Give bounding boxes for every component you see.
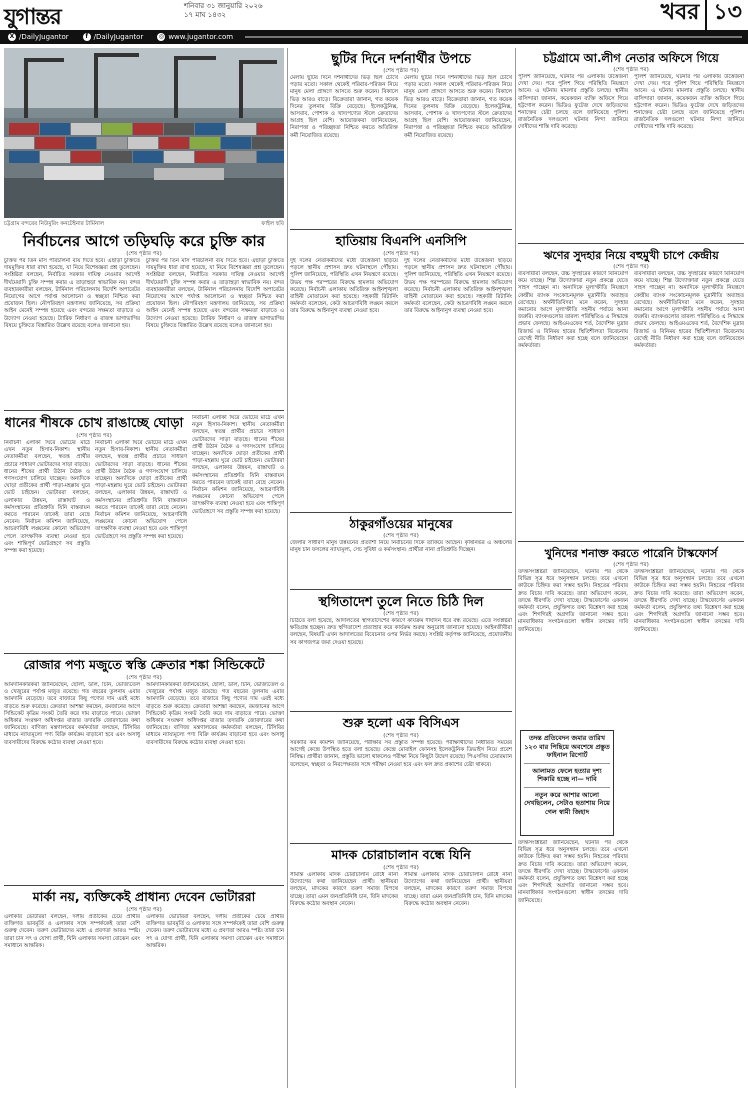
subline-a7: (শেষ পৃষ্ঠার পর) [383,533,419,539]
subline-a1: (শেষ পৃষ্ঠার পর) [126,251,162,257]
subline-a6: (শেষ পৃষ্ঠার পর) [383,251,419,257]
social-facebook[interactable] [83,33,144,41]
teaser-line-2: আলামত ফেলে হত্যার দৃশ্য শিকারি হচ্ছে না— দাবি [532,766,602,783]
body-a2-col2: নির্বাচনী এলাকা ঘিরে ভোটের মাঠে এখন নতুন হিসাব-নিকাশ। স্থানীয় নেতাকর্মীরা বলছেন, স্বতন্ত্র প্রার্থীর প্রচারে সাধারণ ভোটারদের সাড়া বাড়ছে। ধানের শীষের প্রার্থী উঠান বৈঠক ও গণসংযোগ চালিয়ে যাচ্ছেন। অন্যদিকে ঘোড়া প্রতীকের প্রার্থী পাড়া-মহল্লায় ঘুরে ভোট চাইছেন। ভোটাররা বলছেন, এলাকার উন্নয়ন, রাস্তাঘাট ও কর্মসংস্থানের প্রতিশ্রুতি যিনি বাস্তবায়ন করতে পারবেন তাকেই তারা বেছে নেবেন। নির্বাচন কমিশন জানিয়েছে, আচরণবিধি লঙ্ঘনের কোনো অভিযোগ পেলে তাৎক্ষণিক ব্যবস্থা নেওয়া হবে এবং শান্তিপূর্ণ ভোটগ্রহণে সব প্রস্তুতি সম্পন্ন করা হয়েছে। [95,440,187,540]
article-divider [290,589,512,590]
section-header [661,0,742,26]
newspaper-logo: যুগান্তর [4,4,61,30]
teaser-line-1: তদন্ত প্রতিবেদন জমার তারিখ ১২৩ বার পিছিয়ে অবশেষে প্রস্তুত ফাইনাল রিপোর্ট [524,734,610,759]
facebook-icon: f [83,33,91,41]
bar-divider [245,36,742,38]
subline-a5: (শেষ পৃষ্ঠার পর) [383,68,419,74]
article-divider [290,229,512,230]
body-a6-col2: দুই দলের নেতাকর্মীদের মধ্যে উত্তেজনা ছড়িয়ে পড়লে স্থানীয় প্রশাসন দ্রুত ঘটনাস্থলে পৌঁছায়। পুলিশ জানিয়েছে, পরিস্থিতি এখন নিয়ন্ত্রণে রয়েছে। উভয় পক্ষ পরস্পরের বিরুদ্ধে হামলার অভিযোগ করেছে। নির্বাচনী এলাকায় অতিরিক্ত আইনশৃঙ্খলা বাহিনী মোতায়েন করা হয়েছে। সহকারী রিটার্নিং কর্মকর্তা বলেছেন, কেউ আচরণবিধি লঙ্ঘন করলে তার বিরুদ্ধে আইনানুগ ব্যবস্থা নেওয়া হবে। [404,258,512,315]
body-a11-col2: পুলিশ জানিয়েছে, ঘটনার পর এলাকায় উত্তেজনা দেখা দেয়। পরে পুলিশ গিয়ে পরিস্থিতি নিয়ন্ত্রণে আনে। এ ঘটনায় মামলার প্রস্তুতি চলছে। স্থানীয় বাসিন্দারা জানান, কয়েকজন ব্যক্তি অফিসে গিয়ে হট্টগোল করেন। ভিডিও ফুটেজ দেখে জড়িতদের শনাক্তের চেষ্টা চলছে বলে জানিয়েছে পুলিশ। রাজনৈতিক দলগুলো ঘটনার নিন্দা জানিয়ে দোষীদের শাস্তি দাবি করেছে। [634,74,744,131]
headline-a2[interactable]: ধানের শীষকে চোখ রাঙাচ্ছে ঘোড়া [4,416,184,431]
date-gregorian: শনিবার ৩১ জানুয়ারি ২০২৬ [184,2,263,10]
body-a1-col2: চুক্তির পর তিন মাস পরিচালনা ব্যয় দিতে হবে। এছাড়া চুক্তিতে দায়মুক্তির ধারা রাখা হয়েছে, যা নিয়ে বিশেষজ্ঞরা প্রশ্ন তুলেছেন। সংশ্লিষ্টরা বলছেন, নির্বাচিত সরকার দায়িত্ব নেওয়ার আগেই দীর্ঘমেয়াদি চুক্তি সম্পন্ন করার এ তাড়াহুড়া স্বাভাবিক নয়। বন্দর ব্যবহারকারীরা বলছেন, টার্মিনাল পরিচালনায় বিদেশি অপারেটর নিয়োগের আগে পর্যাপ্ত আলোচনা ও স্বচ্ছতা নিশ্চিত করা প্রয়োজন ছিল। নৌপরিবহণ মন্ত্রণালয় জানিয়েছে, সব প্রক্রিয়া আইন মেনেই সম্পন্ন হয়েছে এবং বন্দরের সক্ষমতা বাড়াতে এ উদ্যোগ নেওয়া হয়েছে। ট্যারিফ নির্ধারণ ও রাজস্ব ভাগাভাগির বিষয়ে চুক্তিতে বিস্তারিত উল্লেখ রয়েছে বলেও জানানো হয়। [146,258,284,329]
teaser-separator [524,787,610,788]
social-web[interactable] [157,33,233,41]
headline-a1[interactable]: নির্বাচনের আগে তড়িঘড়ি করে চুক্তি কার [22,232,266,250]
body-a4-col2: এলাকার ভোটাররা বলছেন, দলীয় প্রতীকের চেয়ে প্রার্থীর ব্যক্তিগত ভাবমূর্তি ও এলাকার সঙ্গে সম্পর্ককেই তারা বেশি গুরুত্ব দেবেন। তরুণ ভোটারদের মধ্যে এ প্রবণতা আরও স্পষ্ট। তারা চান সৎ ও যোগ্য প্রার্থী, যিনি এলাকার সমস্যা বোঝেন এবং সমাধানে আন্তরিক। [146,914,284,949]
subline-a8: (শেষ পৃষ্ঠার পর) [383,611,419,617]
social-handle: www.jugantor.com [168,33,234,41]
body-a13-col2: তদন্তসংশ্লিষ্টরা জানিয়েছেন, ঘটনার পর থেকে বিভিন্ন সূত্র ধরে অনুসন্ধান চলছে। তবে এখনো কাউকে চিহ্নিত করা সম্ভব হয়নি। নিহতের পরিবার দ্রুত বিচার দাবি করেছে। তারা অভিযোগ করেন, তদন্তে ধীরগতি দেখা যাচ্ছে। টাস্কফোর্সের একজন কর্মকর্তা বলেন, প্রযুক্তিগত তথ্য বিশ্লেষণ করা হচ্ছে এবং শিগগিরই অগ্রগতি জানানো সম্ভব হবে। মানবাধিকার সংগঠনগুলো স্বাধীন তদন্তের দাবি জানিয়েছে। [634,569,744,633]
headline-a9[interactable]: শুরু হলো এক বিসিএস [342,715,460,730]
headline-a4[interactable]: মার্কা নয়, ব্যক্তিকেই প্রাধান্য দেবেন ভোটাররা [32,889,256,904]
subline-a2: (শেষ পৃষ্ঠার পর) [76,433,112,439]
globe-icon: ◎ [158,33,164,40]
article-divider [518,243,744,244]
photo-caption [4,220,284,229]
teaser-box[interactable] [520,730,614,836]
body-a13-col1: তদন্তসংশ্লিষ্টরা জানিয়েছেন, ঘটনার পর থেকে বিভিন্ন সূত্র ধরে অনুসন্ধান চলছে। তবে এখনো কাউকে চিহ্নিত করা সম্ভব হয়নি। নিহতের পরিবার দ্রুত বিচার দাবি করেছে। তারা অভিযোগ করেন, তদন্তে ধীরগতি দেখা যাচ্ছে। টাস্কফোর্সের একজন কর্মকর্তা বলেন, প্রযুক্তিগত তথ্য বিশ্লেষণ করা হচ্ছে এবং শিগগিরই অগ্রগতি জানানো সম্ভব হবে। মানবাধিকার সংগঠনগুলো স্বাধীন তদন্তের দাবি জানিয়েছে। [518,569,628,633]
social-x[interactable] [8,33,69,41]
headline-a3[interactable]: রোজার পণ্য মজুতে স্বস্তি ক্রেতার শঙ্কা সিন্ডিকেটে [23,657,265,672]
teaser-separator [524,763,610,764]
subline-a4: (শেষ পৃষ্ঠার পর) [126,907,162,913]
date-bengali: ১৭ মাঘ ১৪৩২ [184,11,226,19]
social-bar [0,30,748,44]
headline-a5[interactable]: ছুটির দিনে দর্শনার্থীর উপচে [331,52,471,67]
subline-a13: (শেষ পৃষ্ঠার পর) [613,562,649,568]
port-photo [4,48,284,218]
body-a3-col1: আমদানিকারকরা জানিয়েছেন, ছোলা, ডাল, চিনি, ভোজ্যতেল ও খেজুরের পর্যাপ্ত মজুত রয়েছে। গত বছরের তুলনায় এবার আমদানি বেড়েছে। তবে বাজারে কিছু পণ্যের দাম এরই মধ্যে বাড়তে শুরু করেছে। ক্রেতারা আশঙ্কা করছেন, রমজানের আগে সিন্ডিকেট কৃত্রিম সংকট তৈরি করে দাম বাড়াতে পারে। ভোক্তা অধিকার সংরক্ষণ অধিদপ্তর বাজার তদারকি জোরদারের কথা জানিয়েছে। বাণিজ্য মন্ত্রণালয়ের কর্মকর্তারা বলছেন, টিসিবির মাধ্যমে ন্যায্যমূল্যে পণ্য বিক্রি কার্যক্রম বাড়ানো হবে এবং অসাধু ব্যবসায়ীদের বিরুদ্ধে কঠোর ব্যবস্থা নেওয়া হবে। [4,682,140,746]
body-a9: সরকারি কর্ম কমিশন জানিয়েছে, পরীক্ষার সব প্রস্তুতি সম্পন্ন হয়েছে। পরীক্ষার্থীদের নির্ধারিত সময়ের আগেই কেন্দ্রে উপস্থিত হতে বলা হয়েছে। কেন্দ্রে মোবাইল ফোনসহ ইলেকট্রনিক ডিভাইস নিয়ে প্রবেশ নিষিদ্ধ। প্রার্থীরা জানান, প্রস্তুতি ভালো থাকলেও পরীক্ষা নিয়ে কিছুটা উদ্বেগ রয়েছে। পিএসসির চেয়ারম্যান বলেছেন, স্বচ্ছতা ও নিরপেক্ষতার সঙ্গে পরীক্ষা নেওয়া হবে এবং ফল দ্রুত প্রকাশের চেষ্টা থাকবে। [290,740,512,768]
social-handle: /DailyJugantor [93,33,144,41]
article-divider [4,885,284,886]
body-a3-col2: আমদানিকারকরা জানিয়েছেন, ছোলা, ডাল, চিনি, ভোজ্যতেল ও খেজুরের পর্যাপ্ত মজুত রয়েছে। গত বছরের তুলনায় এবার আমদানি বেড়েছে। তবে বাজারে কিছু পণ্যের দাম এরই মধ্যে বাড়তে শুরু করেছে। ক্রেতারা আশঙ্কা করছেন, রমজানের আগে সিন্ডিকেট কৃত্রিম সংকট তৈরি করে দাম বাড়াতে পারে। ভোক্তা অধিকার সংরক্ষণ অধিদপ্তর বাজার তদারকি জোরদারের কথা জানিয়েছে। বাণিজ্য মন্ত্রণালয়ের কর্মকর্তারা বলছেন, টিসিবির মাধ্যমে ন্যায্যমূল্যে পণ্য বিক্রি কার্যক্রম বাড়ানো হবে এবং অসাধু ব্যবসায়ীদের বিরুদ্ধে কঠোর ব্যবস্থা নেওয়া হবে। [146,682,284,746]
headline-a8[interactable]: স্থগিতাদেশ তুলে নিতে চিঠি দিল [318,595,484,610]
masthead [0,0,748,30]
column-rule [287,48,288,1088]
subline-a9: (শেষ পৃষ্ঠার পর) [383,733,419,739]
article-divider [290,512,512,513]
photo-credit: ফাইল ছবি [261,221,284,227]
subline-a10: (শেষ পৃষ্ঠার পর) [383,865,419,871]
column-rule [515,48,516,1088]
article-divider [290,843,512,844]
headline-a6[interactable]: হাতিয়ায় বিএনপি এনসিপি [335,233,467,248]
headline-a10[interactable]: মাদক চোরাচালান বন্ধে যিনি [331,847,471,862]
article-divider [4,653,284,654]
social-handle: /DailyJugantor [19,33,69,41]
body-a6-col1: দুই দলের নেতাকর্মীদের মধ্যে উত্তেজনা ছড়িয়ে পড়লে স্থানীয় প্রশাসন দ্রুত ঘটনাস্থলে পৌঁছায়। পুলিশ জানিয়েছে, পরিস্থিতি এখন নিয়ন্ত্রণে রয়েছে। উভয় পক্ষ পরস্পরের বিরুদ্ধে হামলার অভিযোগ করেছে। নির্বাচনী এলাকায় অতিরিক্ত আইনশৃঙ্খলা বাহিনী মোতায়েন করা হয়েছে। সহকারী রিটার্নিং কর্মকর্তা বলেছেন, কেউ আচরণবিধি লঙ্ঘন করলে তার বিরুদ্ধে আইনানুগ ব্যবস্থা নেওয়া হবে। [290,258,398,315]
body-a12-col1: ব্যবসায়ীরা বলছেন, উচ্চ সুদহারের কারণে বিনিয়োগ কমে যাচ্ছে। শিল্প উদ্যোক্তারা নতুন প্রকল্পে যেতে সাহস পাচ্ছেন না। অন্যদিকে মূল্যস্ফীতি নিয়ন্ত্রণে কেন্দ্রীয় ব্যাংক সংকোচনমূলক মুদ্রানীতি অব্যাহত রেখেছে। অর্থনীতিবিদরা মনে করেন, সুদহার কমানোর আগে মূল্যস্ফীতি সহনীয় পর্যায়ে আনা জরুরি। ব্যাংকগুলোর তারল্য পরিস্থিতিও এ সিদ্ধান্তে প্রভাব ফেলছে। আইএমএফের শর্ত, বৈদেশিক মুদ্রার রিজার্ভ ও বিনিময় হারের স্থিতিশীলতা বিবেচনায় রেখেই নীতি নির্ধারণ করা হচ্ছে বলে জানিয়েছেন কর্মকর্তারা। [518,271,628,350]
article-divider [518,541,744,542]
subline-a11: (শেষ পৃষ্ঠার পর) [613,67,649,73]
body-a8: চিঠিতে বলা হয়েছে, আদালতের স্থগিতাদেশের কারণে কার্যক্রম দীর্ঘদিন ধরে বন্ধ রয়েছে। এতে সংশ্লিষ্টরা ক্ষতিগ্রস্ত হচ্ছেন। দ্রুত স্থগিতাদেশ প্রত্যাহার করে কার্যক্রম শুরুর অনুরোধ জানানো হয়েছে। আইনজীবীরা বলছেন, বিষয়টি এখন আদালতের বিবেচনার ওপর নির্ভর করছে। সংশ্লিষ্ট কর্তৃপক্ষ জানিয়েছে, প্রয়োজনীয় সব কাগজপত্র জমা দেওয়া হয়েছে। [290,618,512,646]
body-a4-col1: এলাকার ভোটাররা বলছেন, দলীয় প্রতীকের চেয়ে প্রার্থীর ব্যক্তিগত ভাবমূর্তি ও এলাকার সঙ্গে সম্পর্ককেই তারা বেশি গুরুত্ব দেবেন। তরুণ ভোটারদের মধ্যে এ প্রবণতা আরও স্পষ্ট। তারা চান সৎ ও যোগ্য প্রার্থী, যিনি এলাকার সমস্যা বোঝেন এবং সমাধানে আন্তরিক। [4,914,140,949]
body-a5-col1: মেলায় ছুটির দিনে দর্শনার্থীদের ভিড় ছিল চোখে পড়ার মতো। সকাল থেকেই পরিবার-পরিজন নিয়ে মানুষ মেলা প্রাঙ্গণে আসতে শুরু করেন। বিকালে ভিড় আরও বাড়ে। বিক্রেতারা জানান, গত কয়েক দিনের তুলনায় বিক্রি বেড়েছে। ইলেকট্রনিক্স, আসবাব, পোশাক ও খাদ্যপণ্যের স্টলে ক্রেতাদের আগ্রহ ছিল বেশি। আয়োজকরা জানিয়েছেন, নিরাপত্তা ও পরিচ্ছন্নতা নিশ্চিত করতে অতিরিক্ত কর্মী নিয়োজিত রয়েছে। [290,75,398,139]
body-a7: জেলার সাধারণ মানুষ উন্নয়নের প্রত্যাশা নিয়ে নির্বাচনের দিকে তাকিয়ে আছেন। কৃষিনির্ভর এ অঞ্চলের মানুষ চান ফসলের ন্যায্যমূল্য, সেচ সুবিধা ও কর্মসংস্থান। প্রার্থীরা নানা প্রতিশ্রুতি দিচ্ছেন। [290,540,512,554]
section-name: খবর [661,0,708,32]
body-a2-col1: নির্বাচনী এলাকা ঘিরে ভোটের মাঠে এখন নতুন হিসাব-নিকাশ। স্থানীয় নেতাকর্মীরা বলছেন, স্বতন্ত্র প্রার্থীর প্রচারে সাধারণ ভোটারদের সাড়া বাড়ছে। ধানের শীষের প্রার্থী উঠান বৈঠক ও গণসংযোগ চালিয়ে যাচ্ছেন। অন্যদিকে ঘোড়া প্রতীকের প্রার্থী পাড়া-মহল্লায় ঘুরে ভোট চাইছেন। ভোটাররা বলছেন, এলাকার উন্নয়ন, রাস্তাঘাট ও কর্মসংস্থানের প্রতিশ্রুতি যিনি বাস্তবায়ন করতে পারবেন তাকেই তারা বেছে নেবেন। নির্বাচন কমিশন জানিয়েছে, আচরণবিধি লঙ্ঘনের কোনো অভিযোগ পেলে তাৎক্ষণিক ব্যবস্থা নেওয়া হবে এবং শান্তিপূর্ণ ভোটগ্রহণে সব প্রস্তুতি সম্পন্ন করা হয়েছে। [4,440,90,555]
page-number: ১৩ [713,0,742,25]
headline-a11[interactable]: চট্টগ্রামে আ.লীগ নেতার অফিসে গিয়ে [543,51,719,65]
teaser-line-3: নতুন করে আশার আলো দেখছিলেন, সেটাও হতাশায় নিয়ে গেল স্বামী জিহাদ [524,790,610,816]
container-terminal-illustration [4,48,284,218]
x-icon: X [9,33,15,40]
headline-a13[interactable]: খুনিদের শনাক্ত করতে পারেনি টাস্কফোর্স [544,547,718,560]
article-divider [290,711,512,712]
body-a13-col3: তদন্তসংশ্লিষ্টরা জানিয়েছেন, ঘটনার পর থেকে বিভিন্ন সূত্র ধরে অনুসন্ধান চলছে। তবে এখনো কাউকে চিহ্নিত করা সম্ভব হয়নি। নিহতের পরিবার দ্রুত বিচার দাবি করেছে। তারা অভিযোগ করেন, তদন্তে ধীরগতি দেখা যাচ্ছে। টাস্কফোর্সের একজন কর্মকর্তা বলেন, প্রযুক্তিগত তথ্য বিশ্লেষণ করা হচ্ছে এবং শিগগিরই অগ্রগতি জানানো সম্ভব হবে। মানবাধিকার সংগঠনগুলো স্বাধীন তদন্তের দাবি জানিয়েছে। [518,840,628,904]
body-a2-col3: নির্বাচনী এলাকা ঘিরে ভোটের মাঠে এখন নতুন হিসাব-নিকাশ। স্থানীয় নেতাকর্মীরা বলছেন, স্বতন্ত্র প্রার্থীর প্রচারে সাধারণ ভোটারদের সাড়া বাড়ছে। ধানের শীষের প্রার্থী উঠান বৈঠক ও গণসংযোগ চালিয়ে যাচ্ছেন। অন্যদিকে ঘোড়া প্রতীকের প্রার্থী পাড়া-মহল্লায় ঘুরে ভোট চাইছেন। ভোটাররা বলছেন, এলাকার উন্নয়ন, রাস্তাঘাট ও কর্মসংস্থানের প্রতিশ্রুতি যিনি বাস্তবায়ন করতে পারবেন তাকেই তারা বেছে নেবেন। নির্বাচন কমিশন জানিয়েছে, আচরণবিধি লঙ্ঘনের কোনো অভিযোগ পেলে তাৎক্ষণিক ব্যবস্থা নেওয়া হবে এবং শান্তিপূর্ণ ভোটগ্রহণে সব প্রস্তুতি সম্পন্ন করা হয়েছে। [192,415,284,515]
article-divider [4,410,284,411]
body-a1-col1: চুক্তির পর তিন মাস পরিচালনা ব্যয় দিতে হবে। এছাড়া চুক্তিতে দায়মুক্তির ধারা রাখা হয়েছে, যা নিয়ে বিশেষজ্ঞরা প্রশ্ন তুলেছেন। সংশ্লিষ্টরা বলছেন, নির্বাচিত সরকার দায়িত্ব নেওয়ার আগেই দীর্ঘমেয়াদি চুক্তি সম্পন্ন করার এ তাড়াহুড়া স্বাভাবিক নয়। বন্দর ব্যবহারকারীরা বলছেন, টার্মিনাল পরিচালনায় বিদেশি অপারেটর নিয়োগের আগে পর্যাপ্ত আলোচনা ও স্বচ্ছতা নিশ্চিত করা প্রয়োজন ছিল। নৌপরিবহণ মন্ত্রণালয় জানিয়েছে, সব প্রক্রিয়া আইন মেনেই সম্পন্ন হয়েছে এবং বন্দরের সক্ষমতা বাড়াতে এ উদ্যোগ নেওয়া হয়েছে। ট্যারিফ নির্ধারণ ও রাজস্ব ভাগাভাগির বিষয়ে চুক্তিতে বিস্তারিত উল্লেখ রয়েছে বলেও জানানো হয়। [4,258,140,329]
body-a10-col1: সীমান্ত এলাকায় মাদক চোরাচালান রোধে নানা উদ্যোগের কথা জানিয়েছেন প্রার্থী। স্থানীয়রা বলছেন, মাদকের কারণে তরুণ সমাজ বিপথে যাচ্ছে। তারা এমন জনপ্রতিনিধি চান, যিনি মাদকের বিরুদ্ধে কঠোর অবস্থান নেবেন। [290,872,398,907]
body-a11-col1: পুলিশ জানিয়েছে, ঘটনার পর এলাকায় উত্তেজনা দেখা দেয়। পরে পুলিশ গিয়ে পরিস্থিতি নিয়ন্ত্রণে আনে। এ ঘটনায় মামলার প্রস্তুতি চলছে। স্থানীয় বাসিন্দারা জানান, কয়েকজন ব্যক্তি অফিসে গিয়ে হট্টগোল করেন। ভিডিও ফুটেজ দেখে জড়িতদের শনাক্তের চেষ্টা চলছে বলে জানিয়েছে পুলিশ। রাজনৈতিক দলগুলো ঘটনার নিন্দা জানিয়ে দোষীদের শাস্তি দাবি করেছে। [518,74,628,131]
body-a10-col2: সীমান্ত এলাকায় মাদক চোরাচালান রোধে নানা উদ্যোগের কথা জানিয়েছেন প্রার্থী। স্থানীয়রা বলছেন, মাদকের কারণে তরুণ সমাজ বিপথে যাচ্ছে। তারা এমন জনপ্রতিনিধি চান, যিনি মাদকের বিরুদ্ধে কঠোর অবস্থান নেবেন। [404,872,512,907]
body-a5-col2: মেলায় ছুটির দিনে দর্শনার্থীদের ভিড় ছিল চোখে পড়ার মতো। সকাল থেকেই পরিবার-পরিজন নিয়ে মানুষ মেলা প্রাঙ্গণে আসতে শুরু করেন। বিকালে ভিড় আরও বাড়ে। বিক্রেতারা জানান, গত কয়েক দিনের তুলনায় বিক্রি বেড়েছে। ইলেকট্রনিক্স, আসবাব, পোশাক ও খাদ্যপণ্যের স্টলে ক্রেতাদের আগ্রহ ছিল বেশি। আয়োজকরা জানিয়েছেন, নিরাপত্তা ও পরিচ্ছন্নতা নিশ্চিত করতে অতিরিক্ত কর্মী নিয়োজিত রয়েছে। [404,75,512,139]
subline-a3: (শেষ পৃষ্ঠার পর) [126,675,162,681]
subline-a12: (শেষ পৃষ্ঠার পর) [613,264,649,270]
date-line [184,2,263,20]
body-a12-col2: ব্যবসায়ীরা বলছেন, উচ্চ সুদহারের কারণে বিনিয়োগ কমে যাচ্ছে। শিল্প উদ্যোক্তারা নতুন প্রকল্পে যেতে সাহস পাচ্ছেন না। অন্যদিকে মূল্যস্ফীতি নিয়ন্ত্রণে কেন্দ্রীয় ব্যাংক সংকোচনমূলক মুদ্রানীতি অব্যাহত রেখেছে। অর্থনীতিবিদরা মনে করেন, সুদহার কমানোর আগে মূল্যস্ফীতি সহনীয় পর্যায়ে আনা জরুরি। ব্যাংকগুলোর তারল্য পরিস্থিতিও এ সিদ্ধান্তে প্রভাব ফেলছে। আইএমএফের শর্ত, বৈদেশিক মুদ্রার রিজার্ভ ও বিনিময় হারের স্থিতিশীলতা বিবেচনায় রেখেই নীতি নির্ধারণ করা হচ্ছে বলে জানিয়েছেন কর্মকর্তারা। [634,271,744,350]
headline-a12[interactable]: ঋণের সুদহার নিয়ে বহুমুখী চাপে কেন্দ্রীয় [543,249,719,262]
headline-a7[interactable]: ঠাকুরগাঁওয়ের মানুষের [349,517,453,531]
caption-text: চট্টগ্রাম বন্দরের নিউমুরিং কনটেইনার টার্মিনাল [4,221,105,227]
